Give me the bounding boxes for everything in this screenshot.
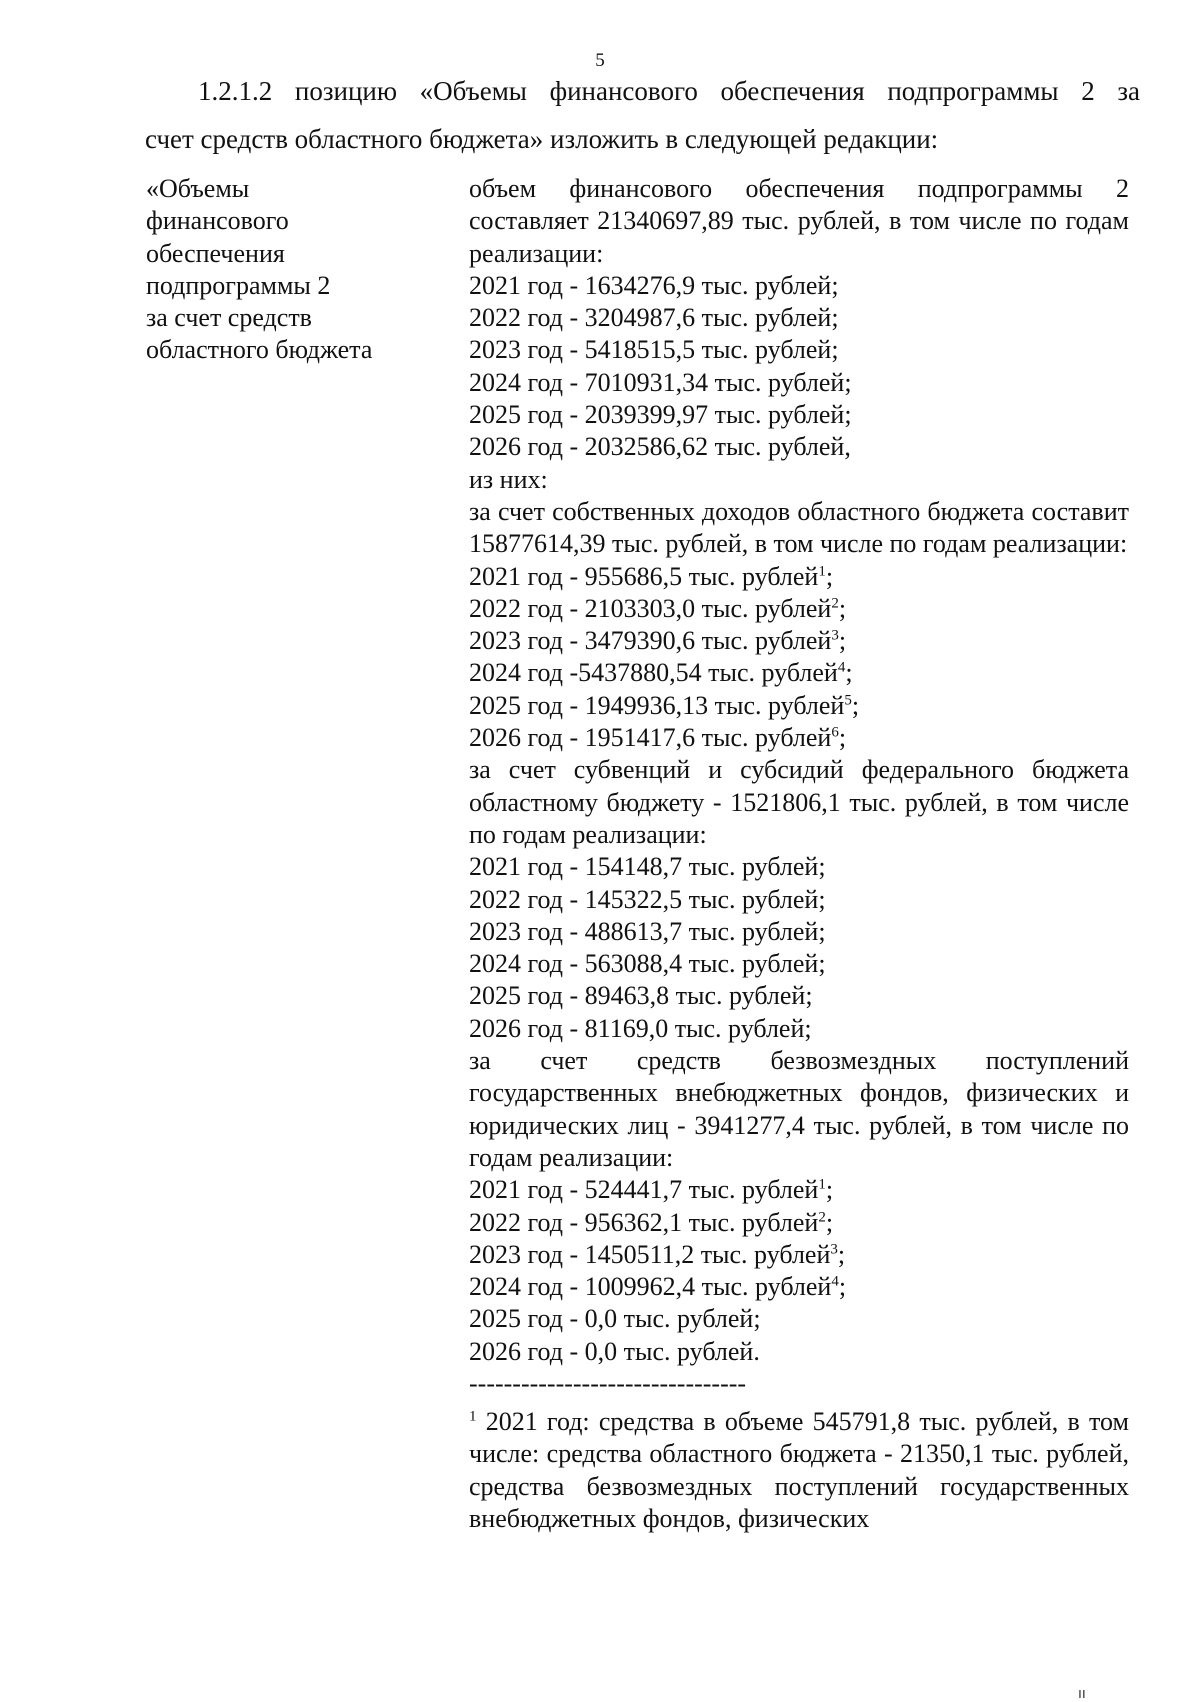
footnote-ref: 3 <box>830 1241 838 1258</box>
year-text: 2024 год - 1009962,4 тыс. рублей <box>469 1272 832 1302</box>
footnote-ref: 1 <box>818 562 826 579</box>
year-line: 2024 год - 563088,4 тыс. рублей; <box>469 949 826 979</box>
position-content <box>469 173 1129 1535</box>
year-text: 2023 год - 3479390,6 тыс. рублей <box>469 626 832 656</box>
year-text: 2026 год - 1951417,6 тыс. рублей <box>469 723 832 753</box>
corner-mark: ıı <box>1078 1686 1086 1702</box>
footnote-ref: 4 <box>837 659 846 676</box>
year-end: ; <box>851 690 860 720</box>
year-end: ; <box>838 593 847 623</box>
year-line: 2026 год - 81169,0 тыс. рублей; <box>469 1013 812 1043</box>
gratuitous-paragraph: за счет средств безвозмездных поступлений государственных внебюджетных фондов, физических и юридических лиц - 3941277,4 тыс. рублей, в том числе по годам реализации: <box>469 1046 1129 1172</box>
year-line <box>469 625 1129 657</box>
year-end: ; <box>845 658 853 688</box>
year-end: ; <box>825 1175 834 1205</box>
position-title <box>146 173 436 367</box>
position-title-line: финансового <box>146 206 289 236</box>
position-title-line: обеспечения <box>146 238 285 268</box>
year-line: 2025 год - 2039399,97 тыс. рублей; <box>469 400 852 430</box>
footnote-ref: 5 <box>844 692 852 709</box>
year-line: 2022 год - 3204987,6 тыс. рублей; <box>469 303 839 333</box>
year-line: 2025 год - 0,0 тыс. рублей; <box>469 1304 761 1334</box>
own-income-years <box>469 561 1129 755</box>
year-text: 2022 год - 956362,1 тыс. рублей <box>469 1207 819 1237</box>
year-line <box>469 657 1129 689</box>
year-text: 2023 год - 1450511,2 тыс. рублей <box>469 1239 831 1269</box>
year-text: 2021 год - 955686,5 тыс. рублей <box>469 561 819 591</box>
year-line <box>469 561 1129 593</box>
year-line: 2025 год - 89463,8 тыс. рублей; <box>469 981 813 1011</box>
year-text: 2022 год - 2103303,0 тыс. рублей <box>469 593 832 623</box>
footnote-ref: 2 <box>831 595 839 612</box>
footnote-ref: 2 <box>818 1208 826 1225</box>
footnote-number: 1 <box>469 1408 477 1425</box>
year-line: 2023 год - 488613,7 тыс. рублей; <box>469 916 826 946</box>
year-line: 2021 год - 1634276,9 тыс. рублей; <box>469 270 839 300</box>
position-title-line: за счет средств <box>146 303 312 333</box>
year-text: 2021 год - 524441,7 тыс. рублей <box>469 1175 819 1205</box>
year-line <box>469 1174 1129 1206</box>
year-end: ; <box>838 1272 847 1302</box>
footnote <box>469 1406 1129 1535</box>
footnote-ref: 4 <box>831 1273 839 1290</box>
total-paragraph: объем финансового обеспечения подпрограммы 2 составляет 21340697,89 тыс. рублей, в том числе по годам реализации: <box>469 174 1129 268</box>
federal-paragraph: за счет субвенций и субсидий федерального бюджета областному бюджету - 1521806,1 тыс. рублей, в том числе по годам реализации: <box>469 755 1129 849</box>
year-text: 2025 год - 1949936,13 тыс. рублей <box>469 690 845 720</box>
year-line <box>469 1239 1129 1271</box>
year-line: 2026 год - 2032586,62 тыс. рублей, <box>469 432 851 462</box>
position-title-line: подпрограммы 2 <box>146 270 331 300</box>
year-end: ; <box>837 1239 846 1269</box>
intro-line-1: 1.2.1.2 позицию «Объемы финансового обеспечения подпрограммы 2 за <box>198 76 1140 106</box>
footnote-separator: -------------------------------- <box>469 1368 747 1398</box>
total-years <box>469 270 1129 464</box>
year-line: 2026 год - 0,0 тыс. рублей. <box>469 1336 760 1366</box>
gratuitous-years <box>469 1174 1129 1368</box>
of-which-label: из них: <box>469 464 548 494</box>
year-line: 2021 год - 154148,7 тыс. рублей; <box>469 852 826 882</box>
year-end: ; <box>838 723 847 753</box>
position-title-line: областного бюджета <box>146 335 373 365</box>
own-income-paragraph: за счет собственных доходов областного бюджета составит 15877614,39 тыс. рублей, в том числе по годам реализации: <box>469 496 1129 559</box>
intro-line-2: счет средств областного бюджета» изложить в следующей редакции: <box>145 124 939 154</box>
year-end: ; <box>838 626 847 656</box>
year-line <box>469 593 1129 625</box>
year-line: 2023 год - 5418515,5 тыс. рублей; <box>469 335 839 365</box>
footnote-ref: 6 <box>831 724 839 741</box>
footnote-ref: 1 <box>818 1176 826 1193</box>
year-line <box>469 722 1129 754</box>
footnote-ref: 3 <box>831 627 839 644</box>
year-line: 2024 год - 7010931,34 тыс. рублей; <box>469 367 852 397</box>
year-end: ; <box>825 1207 834 1237</box>
year-line <box>469 690 1129 722</box>
footnote-text: 2021 год: средства в объеме 545791,8 тыс. рублей, в том числе: средства областного бюджета - 21350,1 тыс. рублей, средства безвозмездных поступлений государственных внебюджетных фондов, физических <box>469 1406 1129 1533</box>
year-end: ; <box>825 561 834 591</box>
federal-years <box>469 851 1129 1045</box>
year-line: 2022 год - 145322,5 тыс. рублей; <box>469 884 826 914</box>
year-text: 2024 год -5437880,54 тыс. рублей <box>469 658 838 688</box>
year-line <box>469 1271 1129 1303</box>
position-title-line: «Объемы <box>146 174 250 203</box>
year-line <box>469 1207 1129 1239</box>
page-number: 5 <box>595 50 605 71</box>
